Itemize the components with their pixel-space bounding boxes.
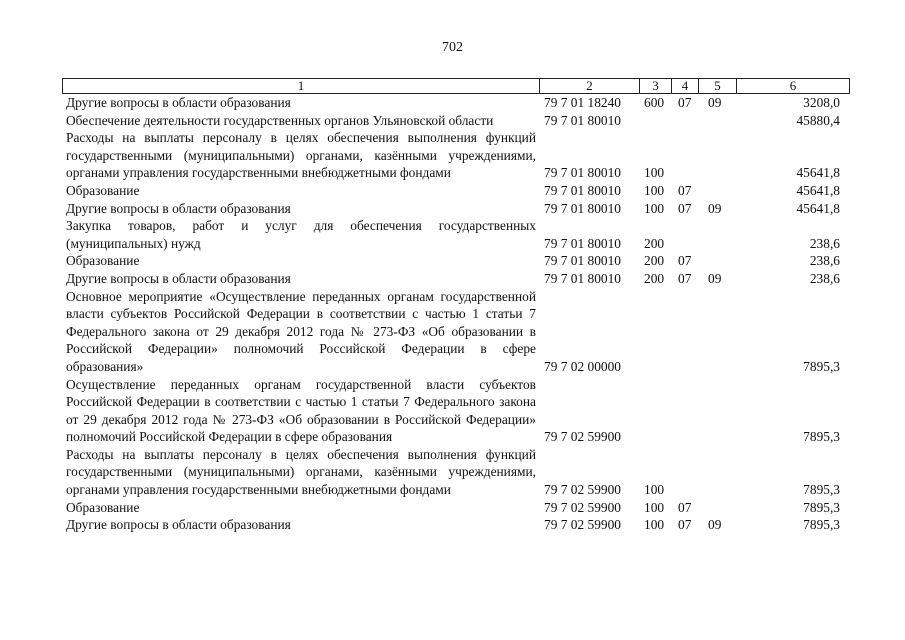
row-code: 79 7 01 80010 (544, 112, 621, 128)
row-name: Другие вопросы в области образования (66, 270, 291, 286)
table-row (62, 516, 850, 534)
row-name: Образование (66, 182, 140, 198)
row-name: Обеспечение деятельности государственных органов Ульяновской области (66, 112, 494, 128)
row-name: Другие вопросы в области образования (66, 517, 291, 533)
row-section: 07 (678, 517, 692, 533)
row-code: 79 7 01 80010 (544, 200, 621, 216)
header-col-5: 5 (698, 79, 736, 93)
table-row (62, 446, 850, 499)
row-code: 79 7 01 80010 (544, 165, 621, 181)
row-subsection: 09 (708, 517, 722, 533)
row-amount: 238,6 (809, 235, 840, 251)
row-name: Основное мероприятие «Осуществление переданных органам государственной власти субъектов Российской Федерации в соответствии с частью 1 статьи 7 Федерального закона от 29 декабря 2012 года № 273-ФЗ «Об образовании в Российской Федерации» полномочий Российской Федерации в сфере образования» (66, 288, 536, 374)
table-row (62, 270, 850, 288)
row-name: Другие вопросы в области образования (66, 200, 291, 216)
header-col-3: 3 (639, 79, 671, 93)
page-number: 702 (442, 40, 463, 55)
row-expense-type: 100 (644, 482, 665, 498)
table-row (62, 499, 850, 517)
row-expense-type: 200 (644, 253, 665, 269)
row-name: Осуществление переданных органам государственной власти субъектов Российской Федерации в соответствии с частью 1 статьи 7 Федерального закона от 29 декабря 2012 года № 273-ФЗ «Об образовании в Российской Федерации» полномочий Российской Федерации в сфере образования (66, 376, 536, 445)
row-section: 07 (678, 253, 692, 269)
row-name: Образование (66, 499, 140, 515)
row-code: 79 7 01 18240 (544, 95, 621, 110)
row-amount: 7895,3 (803, 429, 840, 445)
row-name: Образование (66, 253, 140, 269)
row-amount: 238,6 (809, 270, 840, 286)
row-code: 79 7 01 80010 (544, 182, 621, 198)
row-amount: 7895,3 (803, 499, 840, 515)
row-expense-type: 100 (644, 182, 665, 198)
header-col-2: 2 (539, 79, 639, 93)
row-name: Расходы на выплаты персоналу в целях обеспечения выполнения функций государственными (муниципальными) органами, казёнными учреждениями, органами управления государственными внебюджетными фондами (66, 446, 536, 498)
row-code: 79 7 02 59900 (544, 429, 621, 445)
row-name: Другие вопросы в области образования (66, 95, 291, 110)
table-row (62, 112, 850, 130)
row-subsection: 09 (708, 200, 722, 216)
table-row (62, 217, 850, 252)
table-row (62, 376, 850, 446)
row-amount: 45880,4 (796, 112, 840, 128)
row-section: 07 (678, 270, 692, 286)
row-subsection: 09 (708, 270, 722, 286)
row-section: 07 (678, 95, 692, 110)
row-section: 07 (678, 182, 692, 198)
row-name: Расходы на выплаты персоналу в целях обеспечения выполнения функций государственными (муниципальными) органами, казёнными учреждениями, органами управления государственными внебюджетными фондами (66, 130, 536, 181)
row-expense-type: 200 (644, 235, 665, 251)
row-amount: 45641,8 (796, 200, 840, 216)
row-code: 79 7 01 80010 (544, 270, 621, 286)
row-expense-type: 100 (644, 499, 665, 515)
row-expense-type: 600 (644, 95, 665, 110)
row-code: 79 7 02 00000 (544, 358, 621, 374)
header-col-6: 6 (736, 79, 849, 93)
table-row (62, 288, 850, 376)
table-body (62, 94, 850, 534)
table-row (62, 182, 850, 200)
table-row (62, 200, 850, 218)
row-section: 07 (678, 499, 692, 515)
row-amount: 45641,8 (796, 165, 840, 181)
budget-table (62, 78, 850, 534)
table-header (62, 78, 850, 94)
row-expense-type: 200 (644, 270, 665, 286)
row-code: 79 7 02 59900 (544, 482, 621, 498)
row-expense-type: 100 (644, 517, 665, 533)
row-code: 79 7 01 80010 (544, 235, 621, 251)
header-col-4: 4 (671, 79, 698, 93)
row-amount: 7895,3 (803, 517, 840, 533)
row-expense-type: 100 (644, 165, 665, 181)
row-expense-type: 100 (644, 200, 665, 216)
row-amount: 3208,0 (803, 95, 840, 110)
row-code: 79 7 02 59900 (544, 517, 621, 533)
row-section: 07 (678, 200, 692, 216)
table-row (62, 94, 850, 112)
row-amount: 7895,3 (803, 358, 840, 374)
row-code: 79 7 01 80010 (544, 253, 621, 269)
row-amount: 7895,3 (803, 482, 840, 498)
row-code: 79 7 02 59900 (544, 499, 621, 515)
table-row (62, 252, 850, 270)
row-name: Закупка товаров, работ и услуг для обеспечения государственных (муниципальных) нужд (66, 218, 536, 251)
row-subsection: 09 (708, 95, 722, 110)
table-row (62, 129, 850, 182)
header-col-1: 1 (297, 78, 305, 93)
row-amount: 238,6 (809, 253, 840, 269)
row-amount: 45641,8 (796, 182, 840, 198)
